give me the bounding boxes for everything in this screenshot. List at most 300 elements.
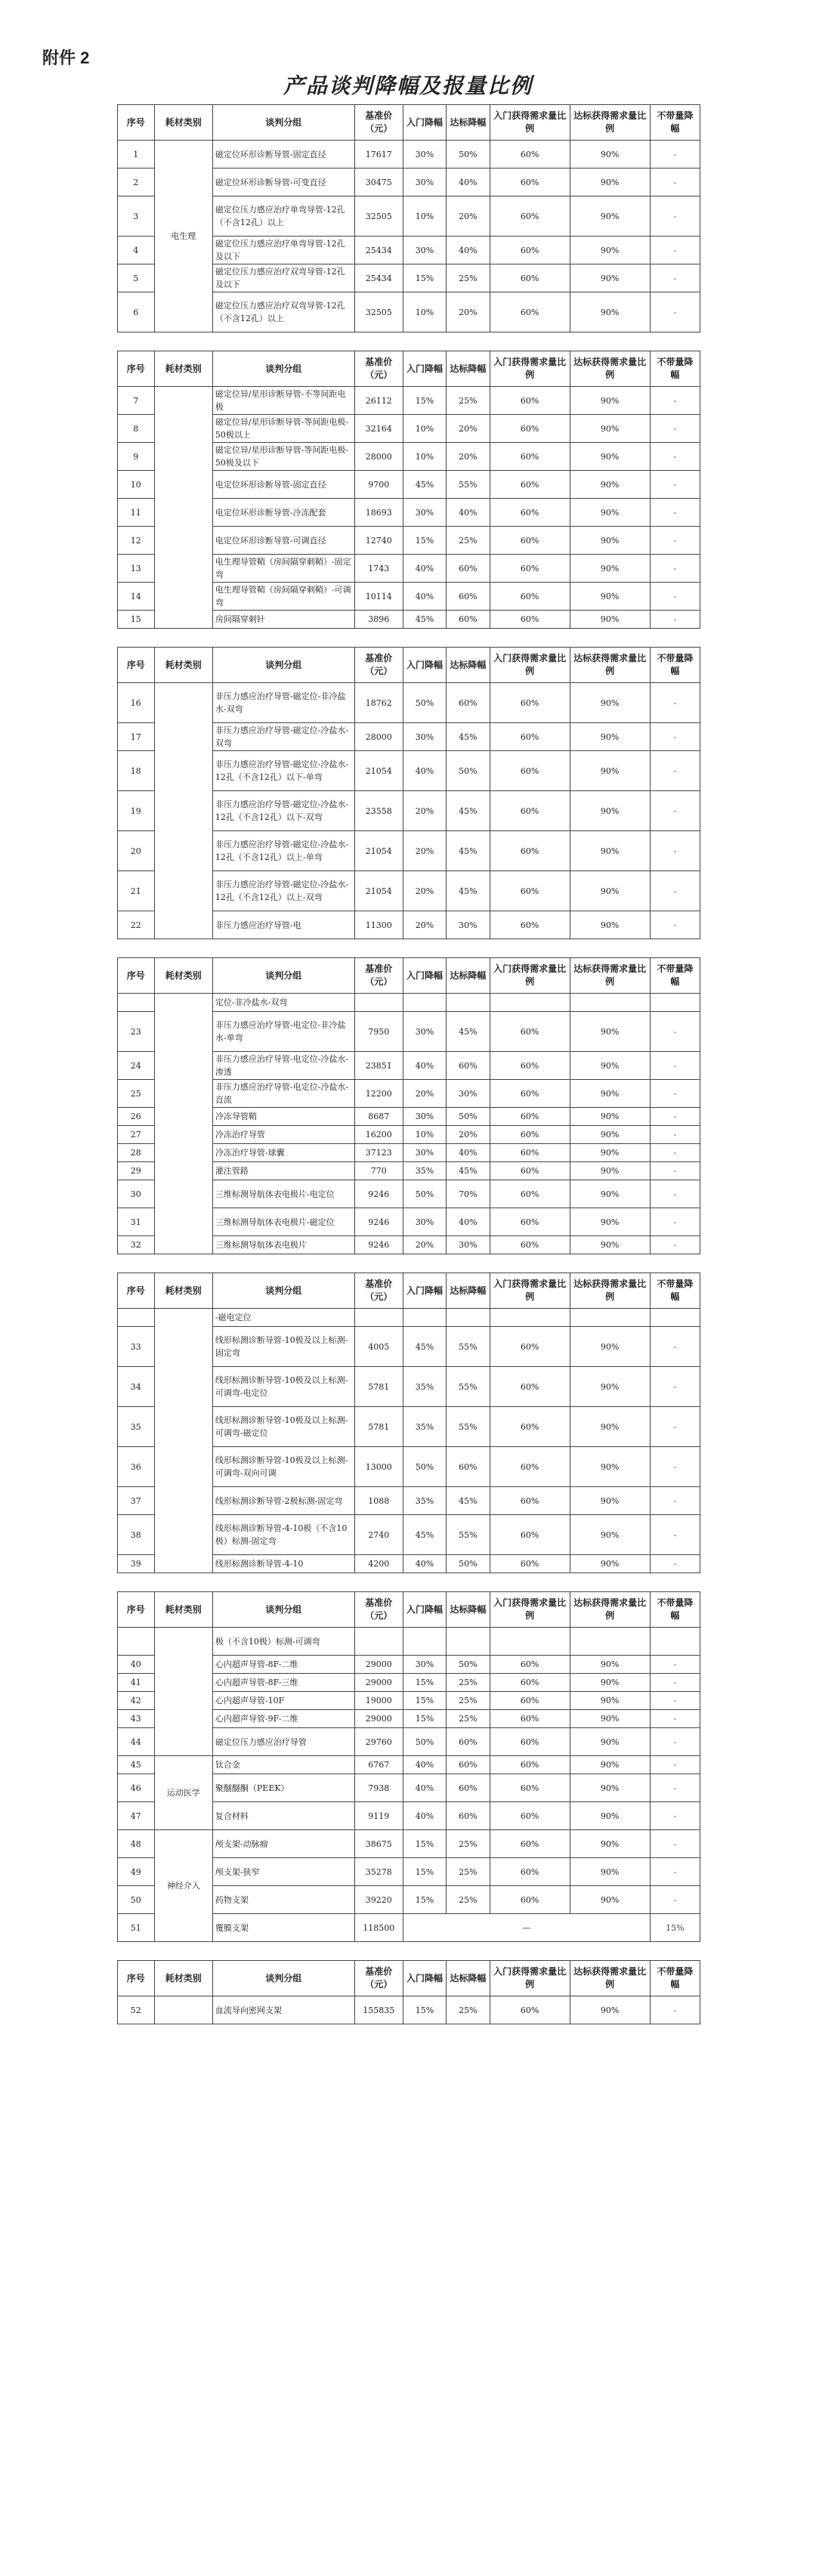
cell-target-cut: 60% xyxy=(447,611,490,629)
cell-target-share: 90% xyxy=(570,683,650,723)
cell-group: 极（不含10极）标测-可调弯 xyxy=(212,1628,354,1656)
cell-group: 颅支架-动脉瘤 xyxy=(212,1830,354,1858)
cell-no: 19 xyxy=(118,791,155,831)
cell-entry-share: 60% xyxy=(490,1367,570,1407)
cell-target-cut: 55% xyxy=(447,471,490,499)
cell-entry-share: 60% xyxy=(490,791,570,831)
cell-entry-share: 60% xyxy=(490,1692,570,1710)
cell-entry-share: 60% xyxy=(490,1774,570,1802)
cell-entry-share: 60% xyxy=(490,1656,570,1674)
header-col-entry-share: 入门获得需求量比例 xyxy=(490,351,570,387)
cell-base-price: 38675 xyxy=(354,1830,403,1858)
cell-target-share: 90% xyxy=(570,751,650,791)
cell-target-share: 90% xyxy=(570,1144,650,1162)
cell-entry-cut: 40% xyxy=(403,1052,446,1080)
cell-entry-share: 60% xyxy=(490,1756,570,1774)
cell-base-price: 155835 xyxy=(354,1996,403,2024)
cell-entry-share: 60% xyxy=(490,1674,570,1692)
cell-no xyxy=(118,994,155,1012)
cell-base-price: 4200 xyxy=(354,1555,403,1573)
cell-group: 非压力感应治疗导管-磁定位-冷盐水-12孔（不含12孔）以上-双弯 xyxy=(212,871,354,911)
cell-target-cut: 60% xyxy=(447,683,490,723)
cell-no-volume-cut: - xyxy=(650,1692,700,1710)
cell-entry-cut: 35% xyxy=(403,1367,446,1407)
cell-no: 3 xyxy=(118,196,155,237)
table-section xyxy=(117,1591,700,1942)
cell-base-price: 37123 xyxy=(354,1144,403,1162)
cell-no-volume-cut: - xyxy=(650,471,700,499)
header-col-no: 序号 xyxy=(118,1961,155,1996)
cell-target-share: 90% xyxy=(570,527,650,555)
cell-target-cut: 60% xyxy=(447,1756,490,1774)
cell-target-share xyxy=(570,1309,650,1327)
cell-no-volume-cut: - xyxy=(650,527,700,555)
cell-target-cut: 50% xyxy=(447,141,490,169)
cell-entry-cut: 35% xyxy=(403,1407,446,1447)
cell-group: 心内超声导管-8F-二维 xyxy=(212,1656,354,1674)
cell-base-price: 9246 xyxy=(354,1236,403,1254)
cell-entry-share: 60% xyxy=(490,1144,570,1162)
cell-target-cut: 25% xyxy=(447,1830,490,1858)
table-section xyxy=(117,351,700,629)
cell-no-volume-cut: - xyxy=(650,1367,700,1407)
cell-no: 2 xyxy=(118,169,155,196)
cell-target-share: 90% xyxy=(570,1080,650,1108)
cell-base-price: 21054 xyxy=(354,831,403,871)
cell-entry-cut: 30% xyxy=(403,1144,446,1162)
cell-group: 磁定位环形诊断导管-固定直径 xyxy=(212,141,354,169)
cell-base-price: 21054 xyxy=(354,871,403,911)
cell-target-share: 90% xyxy=(570,1728,650,1756)
cell-base-price: 29000 xyxy=(354,1710,403,1728)
cell-base-price: 1088 xyxy=(354,1487,403,1515)
cell-target-share: 90% xyxy=(570,1052,650,1080)
header-col-base-price: 基准价（元） xyxy=(354,1273,403,1309)
cell-entry-cut: 30% xyxy=(403,1208,446,1236)
cell-no: 40 xyxy=(118,1656,155,1674)
cell-category: 神经介入 xyxy=(154,1830,212,1942)
cell-entry-cut: 15% xyxy=(403,1996,446,2024)
header-col-entry-share: 入门获得需求量比例 xyxy=(490,1961,570,1996)
cell-entry-cut: 45% xyxy=(403,1327,446,1367)
cell-base-price: 9246 xyxy=(354,1180,403,1208)
header-col-entry-share: 入门获得需求量比例 xyxy=(490,1592,570,1628)
cell-entry-cut: 45% xyxy=(403,611,446,629)
cell-target-cut: 60% xyxy=(447,1052,490,1080)
cell-no: 50 xyxy=(118,1886,155,1914)
cell-no-volume-cut: - xyxy=(650,1830,700,1858)
cell-no-volume-cut: - xyxy=(650,237,700,264)
cell-entry-share: 60% xyxy=(490,683,570,723)
cell-entry-share: 60% xyxy=(490,1108,570,1126)
cell-target-cut: 25% xyxy=(447,1692,490,1710)
cell-entry-share: 60% xyxy=(490,196,570,237)
header-col-entry-share: 入门获得需求量比例 xyxy=(490,105,570,141)
cell-group: 磁定位压力感应治疗导管 xyxy=(212,1728,354,1756)
cell-target-cut: 60% xyxy=(447,1774,490,1802)
cell-base-price: 12200 xyxy=(354,1080,403,1108)
cell-base-price: 2740 xyxy=(354,1515,403,1555)
cell-entry-share: 60% xyxy=(490,1012,570,1052)
cell-group: 电定位环形诊断导管-冷冻配套 xyxy=(212,499,354,527)
cell-entry-cut: 30% xyxy=(403,1108,446,1126)
cell-entry-share: 60% xyxy=(490,1236,570,1254)
header-col-target-share: 达标获得需求量比例 xyxy=(570,648,650,683)
cell-group: 电定位环形诊断导管-可调直径 xyxy=(212,527,354,555)
header-col-entry-cut: 入门降幅 xyxy=(403,648,446,683)
cell-target-share: 90% xyxy=(570,871,650,911)
cell-entry-cut: 10% xyxy=(403,415,446,443)
cell-target-share: 90% xyxy=(570,1236,650,1254)
cell-base-price xyxy=(354,1628,403,1656)
cell-entry-cut: 20% xyxy=(403,1236,446,1254)
cell-entry-cut: 50% xyxy=(403,1447,446,1487)
header-col-target-cut: 达标降幅 xyxy=(447,1592,490,1628)
cell-entry-cut xyxy=(403,1309,446,1327)
cell-base-price: 25434 xyxy=(354,237,403,264)
header-col-base-price: 基准价（元） xyxy=(354,105,403,141)
cell-entry-cut: 15% xyxy=(403,1886,446,1914)
cell-no: 6 xyxy=(118,292,155,332)
cell-no-volume-cut: - xyxy=(650,723,700,751)
cell-no-volume-cut: - xyxy=(650,141,700,169)
header-col-target-cut: 达标降幅 xyxy=(447,648,490,683)
cell-no: 32 xyxy=(118,1236,155,1254)
cell-entry-share: 60% xyxy=(490,471,570,499)
cell-entry-share: 60% xyxy=(490,1710,570,1728)
header-col-category: 耗材类别 xyxy=(154,648,212,683)
cell-target-cut: 20% xyxy=(447,196,490,237)
cell-target-cut: 25% xyxy=(447,1886,490,1914)
cell-target-share: 90% xyxy=(570,1692,650,1710)
cell-base-price: 23851 xyxy=(354,1052,403,1080)
cell-base-price: 3896 xyxy=(354,611,403,629)
cell-entry-share: 60% xyxy=(490,723,570,751)
header-col-target-share: 达标获得需求量比例 xyxy=(570,1592,650,1628)
cell-no-volume-cut: - xyxy=(650,1236,700,1254)
cell-entry-share: 60% xyxy=(490,387,570,415)
cell-entry-cut: 45% xyxy=(403,1515,446,1555)
cell-base-price: 28000 xyxy=(354,443,403,471)
header-col-category: 耗材类别 xyxy=(154,1592,212,1628)
cell-entry-cut: 40% xyxy=(403,555,446,583)
cell-category xyxy=(154,1309,212,1573)
cell-target-share: 90% xyxy=(570,1108,650,1126)
cell-entry-share: 60% xyxy=(490,1487,570,1515)
cell-target-share: 90% xyxy=(570,415,650,443)
cell-no: 24 xyxy=(118,1052,155,1080)
cell-no-volume-cut: - xyxy=(650,1656,700,1674)
cell-base-price: 7950 xyxy=(354,1012,403,1052)
cell-entry-share: 60% xyxy=(490,1886,570,1914)
cell-base-price: 9119 xyxy=(354,1802,403,1830)
cell-base-price: 19000 xyxy=(354,1692,403,1710)
header-col-target-share: 达标获得需求量比例 xyxy=(570,958,650,994)
cell-base-price: 32164 xyxy=(354,415,403,443)
cell-entry-share: 60% xyxy=(490,1407,570,1447)
table-row xyxy=(118,994,700,1012)
cell-target-share: 90% xyxy=(570,1710,650,1728)
cell-target-share: 90% xyxy=(570,555,650,583)
cell-group: 线形标测诊断导管-10极及以上标测-可调弯-双向可调 xyxy=(212,1447,354,1487)
cell-target-cut: 45% xyxy=(447,831,490,871)
cell-no: 44 xyxy=(118,1728,155,1756)
header-col-target-cut: 达标降幅 xyxy=(447,1273,490,1309)
header-col-entry-share: 入门获得需求量比例 xyxy=(490,958,570,994)
header-row xyxy=(118,1961,700,1996)
cell-entry-share xyxy=(490,1628,570,1656)
cell-entry-share xyxy=(490,994,570,1012)
table-row xyxy=(118,1830,700,1858)
header-col-base-price: 基准价（元） xyxy=(354,1961,403,1996)
cell-entry-share: 60% xyxy=(490,583,570,611)
cell-no: 9 xyxy=(118,443,155,471)
cell-no: 35 xyxy=(118,1407,155,1447)
cell-no: 26 xyxy=(118,1108,155,1126)
cell-target-share xyxy=(570,1628,650,1656)
cell-group: 线形标测诊断导管-10极及以上标测-可调弯-磁定位 xyxy=(212,1407,354,1447)
cell-entry-share: 60% xyxy=(490,443,570,471)
cell-target-cut: 25% xyxy=(447,264,490,292)
cell-entry-cut: 40% xyxy=(403,583,446,611)
header-col-no-volume-cut: 不带量降幅 xyxy=(650,1961,700,1996)
cell-base-price: 5781 xyxy=(354,1407,403,1447)
cell-no-volume-cut: - xyxy=(650,1162,700,1180)
cell-base-price: 28000 xyxy=(354,723,403,751)
cell-target-share: 90% xyxy=(570,1327,650,1367)
header-col-base-price: 基准价（元） xyxy=(354,351,403,387)
cell-entry-share: 60% xyxy=(490,1858,570,1886)
cell-base-price: 21054 xyxy=(354,751,403,791)
cell-target-cut: 55% xyxy=(447,1367,490,1407)
cell-no-volume-cut: - xyxy=(650,1327,700,1367)
cell-target-cut: 20% xyxy=(447,443,490,471)
cell-entry-share: 60% xyxy=(490,1802,570,1830)
header-col-group: 谈判分组 xyxy=(212,958,354,994)
cell-no-volume-cut: 15% xyxy=(650,1914,700,1942)
cell-target-cut: 25% xyxy=(447,1710,490,1728)
cell-group: 非压力感应治疗导管-电定位-非冷盐水-单弯 xyxy=(212,1012,354,1052)
cell-entry-cut: 40% xyxy=(403,1774,446,1802)
cell-no: 46 xyxy=(118,1774,155,1802)
cell-group: 线形标测诊断导管-10极及以上标测-固定弯 xyxy=(212,1327,354,1367)
header-col-target-share: 达标获得需求量比例 xyxy=(570,1961,650,1996)
table-section xyxy=(117,104,700,332)
cell-target-cut: 25% xyxy=(447,1674,490,1692)
cell-group: 非压力感应治疗导管-电定位-冷盐水-渗透 xyxy=(212,1052,354,1080)
cell-no: 16 xyxy=(118,683,155,723)
cell-base-price: 39220 xyxy=(354,1886,403,1914)
cell-no-volume-cut: - xyxy=(650,831,700,871)
cell-no-volume-cut: - xyxy=(650,1487,700,1515)
cell-no-volume-cut: - xyxy=(650,1052,700,1080)
cell-entry-share: 60% xyxy=(490,292,570,332)
header-col-no-volume-cut: 不带量降幅 xyxy=(650,648,700,683)
cell-target-cut: 50% xyxy=(447,1108,490,1126)
cell-target-share: 90% xyxy=(570,1126,650,1144)
header-col-target-share: 达标获得需求量比例 xyxy=(570,105,650,141)
cell-target-cut: 55% xyxy=(447,1327,490,1367)
cell-no: 11 xyxy=(118,499,155,527)
cell-no: 15 xyxy=(118,611,155,629)
cell-target-cut: 50% xyxy=(447,1656,490,1674)
cell-entry-cut: 50% xyxy=(403,1180,446,1208)
cell-entry-share: 60% xyxy=(490,1180,570,1208)
cell-group: 磁定位异/星形诊断导管-等间距电极-50极及以下 xyxy=(212,443,354,471)
header-col-entry-cut: 入门降幅 xyxy=(403,105,446,141)
cell-entry-share: 60% xyxy=(490,1126,570,1144)
cell-no: 52 xyxy=(118,1996,155,2024)
header-col-group: 谈判分组 xyxy=(212,351,354,387)
cell-base-price: 8687 xyxy=(354,1108,403,1126)
table-row xyxy=(118,683,700,723)
cell-no-volume-cut: - xyxy=(650,1208,700,1236)
cell-group: 磁定位压力感应治疗单弯导管-12孔（不含12孔）以上 xyxy=(212,196,354,237)
cell-no-volume-cut: - xyxy=(650,1012,700,1052)
cell-target-cut: 40% xyxy=(447,169,490,196)
cell-group: 线形标测诊断导管-4-10 xyxy=(212,1555,354,1573)
cell-group: 冷冻治疗导管-球囊 xyxy=(212,1144,354,1162)
header-col-target-cut: 达标降幅 xyxy=(447,1961,490,1996)
cell-category xyxy=(154,1628,212,1756)
cell-no-volume-cut: - xyxy=(650,1080,700,1108)
cell-group: 冷冻治疗导管 xyxy=(212,1126,354,1144)
cell-no-volume-cut: - xyxy=(650,791,700,831)
header-col-no-volume-cut: 不带量降幅 xyxy=(650,1273,700,1309)
header-row xyxy=(118,1592,700,1628)
header-col-group: 谈判分组 xyxy=(212,1961,354,1996)
cell-entry-share: 60% xyxy=(490,1555,570,1573)
cell-entry-share: 60% xyxy=(490,499,570,527)
price-tables xyxy=(117,104,700,2043)
cell-target-cut: 20% xyxy=(447,1126,490,1144)
cell-no: 36 xyxy=(118,1447,155,1487)
cell-no-volume-cut: - xyxy=(650,1802,700,1830)
cell-target-share: 90% xyxy=(570,1830,650,1858)
cell-no: 42 xyxy=(118,1692,155,1710)
cell-no: 30 xyxy=(118,1180,155,1208)
cell-base-price: 7938 xyxy=(354,1774,403,1802)
header-col-target-cut: 达标降幅 xyxy=(447,105,490,141)
cell-base-price: 9246 xyxy=(354,1208,403,1236)
cell-base-price xyxy=(354,1309,403,1327)
cell-target-share xyxy=(570,994,650,1012)
cell-group: 非压力感应治疗导管-磁定位-冷盐水-双弯 xyxy=(212,723,354,751)
cell-entry-share: 60% xyxy=(490,1327,570,1367)
cell-target-share: 90% xyxy=(570,387,650,415)
cell-target-cut: 40% xyxy=(447,1144,490,1162)
cell-no-volume-cut: - xyxy=(650,611,700,629)
cell-target-cut: 30% xyxy=(447,911,490,939)
header-col-entry-cut: 入门降幅 xyxy=(403,351,446,387)
cell-group: 冷冻导管鞘 xyxy=(212,1108,354,1126)
cell-no-volume-cut: - xyxy=(650,387,700,415)
cell-no: 43 xyxy=(118,1710,155,1728)
cell-target-cut: 30% xyxy=(447,1080,490,1108)
cell-entry-cut: 15% xyxy=(403,264,446,292)
cell-entry-cut: 15% xyxy=(403,1710,446,1728)
header-col-category: 耗材类别 xyxy=(154,1961,212,1996)
table-row xyxy=(118,1628,700,1656)
cell-group: 三维标测导航体表电极片-电定位 xyxy=(212,1180,354,1208)
cell-no-volume-cut: - xyxy=(650,1674,700,1692)
cell-no-volume-cut: - xyxy=(650,1756,700,1774)
header-col-category: 耗材类别 xyxy=(154,351,212,387)
cell-group: 复合材料 xyxy=(212,1802,354,1830)
cell-target-share: 90% xyxy=(570,1515,650,1555)
cell-target-cut: 40% xyxy=(447,499,490,527)
cell-entry-share: 60% xyxy=(490,1830,570,1858)
header-col-category: 耗材类别 xyxy=(154,958,212,994)
header-col-category: 耗材类别 xyxy=(154,105,212,141)
cell-target-cut: 40% xyxy=(447,237,490,264)
cell-entry-share: 60% xyxy=(490,831,570,871)
header-col-no: 序号 xyxy=(118,105,155,141)
header-col-no: 序号 xyxy=(118,958,155,994)
cell-no xyxy=(118,1309,155,1327)
header-col-group: 谈判分组 xyxy=(212,105,354,141)
cell-entry-cut: 15% xyxy=(403,1858,446,1886)
cell-entry-cut: 10% xyxy=(403,196,446,237)
cell-entry-share: 60% xyxy=(490,141,570,169)
cell-no: 31 xyxy=(118,1208,155,1236)
cell-no-volume-cut: - xyxy=(650,499,700,527)
cell-no: 18 xyxy=(118,751,155,791)
header-col-base-price: 基准价（元） xyxy=(354,648,403,683)
cell-no-volume-cut: - xyxy=(650,1555,700,1573)
cell-no-volume-cut: - xyxy=(650,443,700,471)
cell-target-share: 90% xyxy=(570,1774,650,1802)
cell-entry-share: 60% xyxy=(490,1080,570,1108)
cell-entry-cut: 10% xyxy=(403,1126,446,1144)
cell-no-volume-cut: - xyxy=(650,871,700,911)
header-col-entry-cut: 入门降幅 xyxy=(403,1273,446,1309)
header-col-group: 谈判分组 xyxy=(212,1273,354,1309)
cell-no: 20 xyxy=(118,831,155,871)
cell-no: 14 xyxy=(118,583,155,611)
cell-target-cut: 40% xyxy=(447,1208,490,1236)
cell-target-cut: 60% xyxy=(447,555,490,583)
cell-no-volume-cut: - xyxy=(650,1774,700,1802)
cell-entry-cut xyxy=(403,994,446,1012)
cell-entry-cut: 15% xyxy=(403,527,446,555)
cell-group: 电生理导管鞘（房间隔穿刺鞘）-可调弯 xyxy=(212,583,354,611)
header-col-base-price: 基准价（元） xyxy=(354,1592,403,1628)
cell-entry-cut: 20% xyxy=(403,791,446,831)
cell-group: 线形标测诊断导管-2极标测-固定弯 xyxy=(212,1487,354,1515)
cell-no-volume-cut: - xyxy=(650,1515,700,1555)
cell-no: 38 xyxy=(118,1515,155,1555)
cell-entry-cut: 30% xyxy=(403,1656,446,1674)
header-col-entry-cut: 入门降幅 xyxy=(403,1592,446,1628)
cell-group: 灌注管路 xyxy=(212,1162,354,1180)
cell-entry-share xyxy=(490,1309,570,1327)
cell-no: 5 xyxy=(118,264,155,292)
cell-entry-share: 60% xyxy=(490,1162,570,1180)
cell-category xyxy=(154,683,212,939)
cell-no: 4 xyxy=(118,237,155,264)
cell-target-share: 90% xyxy=(570,1858,650,1886)
cell-base-price: 9700 xyxy=(354,471,403,499)
cell-base-price: 18762 xyxy=(354,683,403,723)
header-col-entry-cut: 入门降幅 xyxy=(403,958,446,994)
cell-base-price: 25434 xyxy=(354,264,403,292)
cell-entry-cut: 30% xyxy=(403,1012,446,1052)
cell-no-volume-cut: - xyxy=(650,583,700,611)
cell-base-price: 4005 xyxy=(354,1327,403,1367)
header-col-group: 谈判分组 xyxy=(212,648,354,683)
header-col-no: 序号 xyxy=(118,648,155,683)
